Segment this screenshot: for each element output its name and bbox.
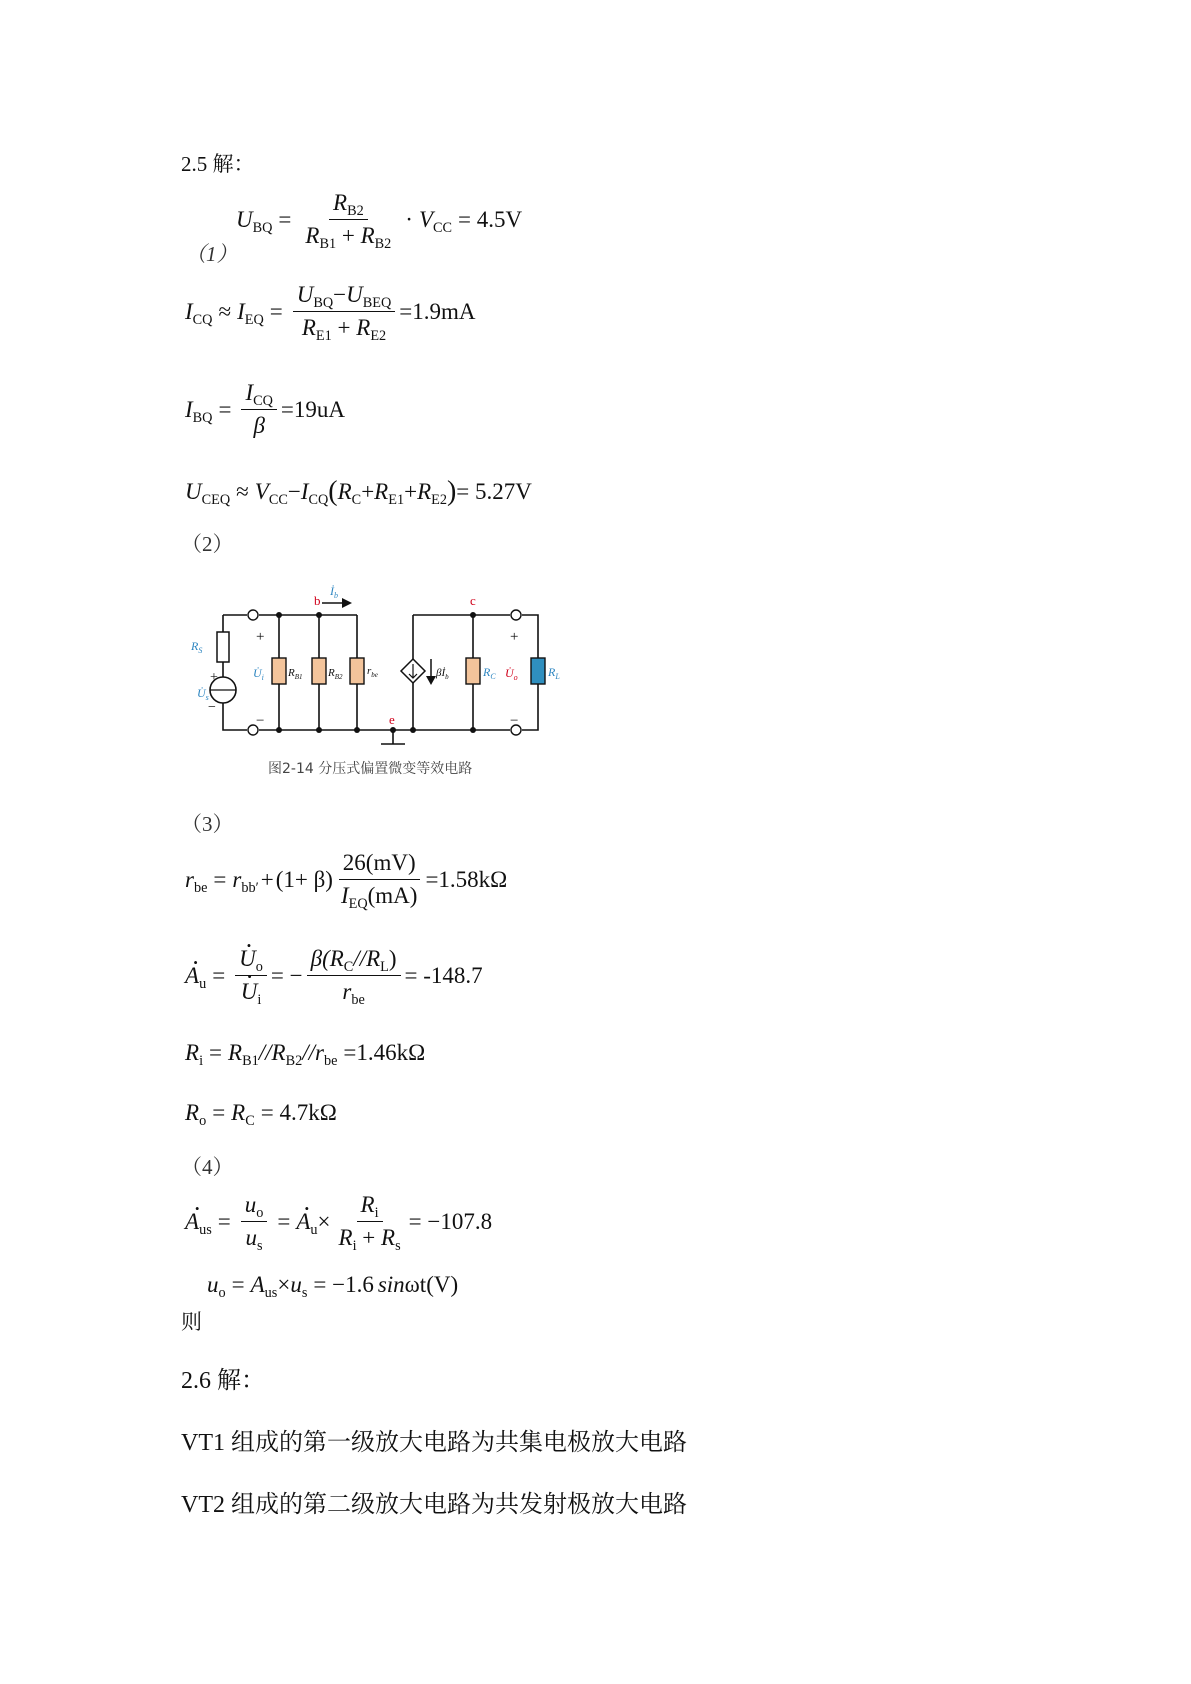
ib-arrow xyxy=(342,598,352,608)
equation-ibq: $I_{BQ}$ = $\frac{I_{CQ}}{\beta}$ =19uA xyxy=(185,380,346,439)
fraction-rb: $\frac{R_{B2}}{R_{B1} + R_{B2}}$ xyxy=(305,190,392,253)
uo-minus: − xyxy=(510,713,519,729)
rb1-resistor xyxy=(272,658,286,684)
fraction-26mv: $\frac{26(mV)}{I_{EQ}(mA)}$ xyxy=(337,850,422,910)
fraction-ubq: $\frac{U_{BQ}-U_{BEQ}}{R_{E1} + R_{E2}}$ xyxy=(293,282,396,342)
rbe-resistor xyxy=(350,658,364,684)
rc-label: $R_C$ xyxy=(483,665,496,681)
rs-resistor xyxy=(217,632,229,662)
rs-label: $R_S$ xyxy=(191,639,203,655)
equation-uo: $u_o$ = $A_{us}$ × $u_s$ = −1.6 sin ωt(V) xyxy=(207,1272,459,1301)
part-4-label: （4） xyxy=(181,1155,234,1179)
wire-bottom-left xyxy=(223,703,247,730)
output-port-top xyxy=(511,610,521,620)
us-plus: + xyxy=(210,670,218,685)
ui-label: $U̇_i$ xyxy=(253,666,264,682)
fraction-uo-us: $\frac{u_o}{u_s}$ xyxy=(241,1192,268,1252)
ib-label: $İ_b$ xyxy=(330,584,338,600)
equation-ubq: $U_{BQ}$ = $\frac{R_{B2}}{R_{B1} + R_{B2}}$ · $V_{CC}$ = 4.5V xyxy=(236,190,523,253)
ze-label: 则 xyxy=(181,1310,202,1334)
beta-ib-label: $\beta İ_b$ xyxy=(436,667,449,681)
ui-minus: − xyxy=(256,713,265,729)
part-3-label: （3） xyxy=(181,812,234,836)
rl-label: $R_L$ xyxy=(548,665,560,681)
rb2-resistor xyxy=(312,658,326,684)
section-heading-2-5: 2.5 解： xyxy=(181,152,255,176)
node-e-label: e xyxy=(389,712,395,727)
rb2-label: $R_{B2}$ xyxy=(328,667,343,681)
fraction-ri-sum: $\frac{R_i}{R_i + R_s}$ xyxy=(338,1192,401,1255)
equation-uceq: $U_{CEQ}$ ≈ $V_{CC}$ − $I_{CQ}$ ( $R_C$ + $R_{E1}$ + $R_{E2}$ ) = 5.27V xyxy=(185,476,532,508)
section-heading-2-6: 2.6 解： xyxy=(181,1368,265,1394)
node-c-label: c xyxy=(470,593,476,608)
us-label: $U̇_s$ xyxy=(197,686,209,702)
rc-resistor xyxy=(466,658,480,684)
rb1-label: $R_{B1}$ xyxy=(288,667,303,681)
text-line-vt1: VT1 组成的第一级放大电路为共集电极放大电路 xyxy=(181,1430,687,1456)
text-line-vt2: VT2 组成的第二级放大电路为共发射极放大电路 xyxy=(181,1492,687,1518)
ui-plus: + xyxy=(256,629,265,645)
equivalent-circuit-diagram xyxy=(180,575,580,790)
rl-resistor xyxy=(531,658,545,684)
equation-ro: $R_o$ = $R_C$ = 4.7kΩ xyxy=(185,1100,337,1129)
figure-caption: 图2-14 分压式偏置微变等效电路 xyxy=(268,761,473,777)
fraction-icq-beta: $\frac{I_{CQ}}{\beta}$ xyxy=(241,380,276,440)
fraction-uo-ui: · $U_o$ · $U_i$ xyxy=(235,946,267,1006)
beta-ib-arrow xyxy=(426,676,436,685)
part-2-label: （2） xyxy=(181,532,234,556)
uo-plus: + xyxy=(510,629,519,645)
equation-ri: $R_i$ = $R_{B1}//R_{B2}//r_{be}$ =1.46kΩ xyxy=(185,1040,426,1069)
input-port-top xyxy=(248,610,258,620)
node-b-label: b xyxy=(314,593,321,608)
equation-icq: $I_{CQ}$ ≈ $I_{EQ}$ = $\frac{U_{BQ}-U_{BEQ}}{R_{E1} + R_{E2}}$ =1.9mA xyxy=(185,282,476,345)
us-minus: − xyxy=(208,700,216,715)
part-1-label: （1） xyxy=(185,242,238,266)
equation-aus: · $A_{us}$ = $\frac{u_o}{u_s}$ = · $A_u$ × $\frac{R_i}{R_i + R_s}$ = −107.8 xyxy=(185,1192,492,1252)
uo-label: $U̇_o$ xyxy=(505,666,518,682)
equation-au: · $A_u$ = · $U_o$ · $U_i$ = − $\frac{\beta(R_C//R_L)}{r_{be}}$ = -148.7 xyxy=(185,946,483,1006)
equation-rbe: $r_{be}$ = $r_{bb'}$ + (1+ β) $\frac{26(mV)}{I_{EQ}(mA)}$ =1.58kΩ xyxy=(185,850,508,913)
rbe-label: $r_{be}$ xyxy=(367,665,378,679)
fraction-beta-rc-rl: $\frac{\beta(R_C//R_L)}{r_{be}}$ xyxy=(307,946,401,1006)
